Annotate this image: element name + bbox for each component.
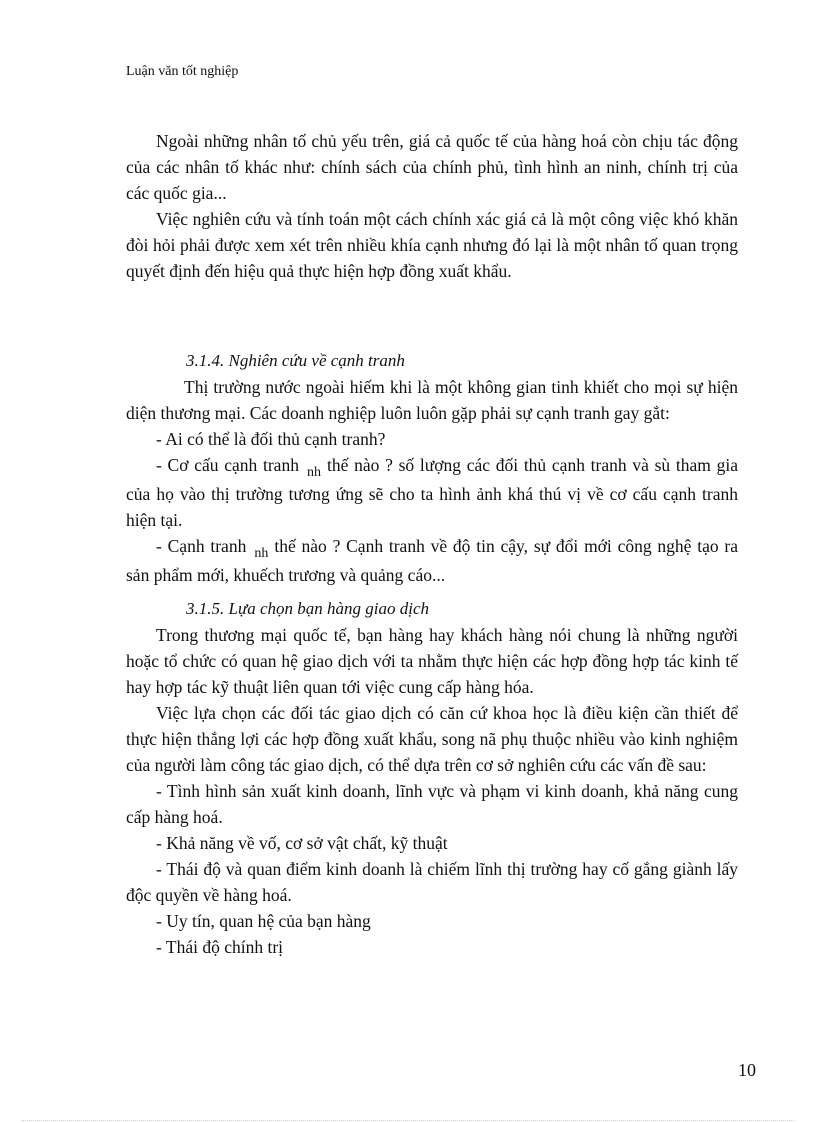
list-item: - Thái độ và quan điểm kinh doanh là chiếm lĩnh thị trường hay cố gắng giành lấy độc quyền về hàng hoá. <box>126 859 738 905</box>
subscript-fragment: nh <box>306 465 321 480</box>
section-heading-3-1-5: 3.1.5. Lựa chọn bạn hàng giao dịch <box>186 599 430 618</box>
list-item: - Khả năng về vố, cơ sở vật chất, kỹ thuật <box>156 833 448 853</box>
intro-paragraph-1: Ngoài những nhân tố chủ yếu trên, giá cả quốc tế của hàng hoá còn chịu tác động của các nhân tố khác như: chính sách của chính phủ, tình hình an ninh, chính trị của các quốc gia... <box>126 131 738 203</box>
running-header: Luận văn tốt nghiệp <box>126 64 239 79</box>
section-spacer <box>126 588 738 596</box>
section-3-1-5-paragraph-2: Việc lựa chọn các đối tác giao dịch có căn cứ khoa học là điều kiện cần thiết để thực hiện thắng lợi các hợp đồng xuất khẩu, song nã phụ thuộc nhiều vào kinh nghiệm của người làm công tác giao dịch, có thể dựa trên cơ sở nghiên cứu các vấn đề sau: <box>126 703 738 775</box>
section-3-1-4-paragraph: Thị trường nước ngoài hiếm khi là một không gian tinh khiết cho mọi sự hiện diện thương mại. Các doanh nghiệp luôn luôn gặp phải sự cạnh tranh gay gắt: <box>126 377 738 423</box>
document-body <box>126 128 738 960</box>
subscript-fragment: nh <box>254 546 269 561</box>
question-competitors: - Ai có thể là đối thủ cạnh tranh? <box>156 429 386 449</box>
list-item: - Tình hình sản xuất kinh doanh, lĩnh vực và phạm vi kinh doanh, khả năng cung cấp hàng hoá. <box>126 781 738 827</box>
section-spacer <box>126 284 738 348</box>
footer-divider <box>22 1120 794 1121</box>
intro-paragraph-2: Việc nghiên cứu và tính toán một cách chính xác giá cả là một công việc khó khăn đòi hỏi phải được xem xét trên nhiều khía cạnh nhưng đó lại là một nhân tố quan trọng quyết định đến hiệu quả thực hiện hợp đồng xuất khẩu. <box>126 209 738 281</box>
question-competition-structure: - Cơ cấu cạnh tranh $_{nh}$ thế nào ? số lượng các đối thủ cạnh tranh và sù tham gia của họ vào thị trường tương ứng sẽ cho ta hình ảnh khá thú vị về cơ cấu cạnh tranh hiện tại. <box>126 455 739 530</box>
question-competition-type: - Cạnh tranh $_{nh}$ thế nào ? Cạnh tranh về độ tin cậy, sự đổi mới công nghệ tạo ra sản phẩm mới, khuếch trương và quảng cáo... <box>126 536 738 585</box>
section-heading-3-1-4: 3.1.4. Nghiên cứu về cạnh tranh <box>186 351 405 370</box>
list-item: - Thái độ chính trị <box>156 937 284 957</box>
page-number: 10 <box>738 1060 756 1080</box>
list-item: - Uy tín, quan hệ của bạn hàng <box>156 911 371 931</box>
section-3-1-5-paragraph-1: Trong thương mại quốc tế, bạn hàng hay khách hàng nói chung là những người hoặc tổ chức có quan hệ giao dịch với ta nhằm thực hiện các hợp đồng hợp tác kinh tế hay hợp tác kỹ thuật liên quan tới việc cung cấp hàng hóa. <box>126 625 738 697</box>
